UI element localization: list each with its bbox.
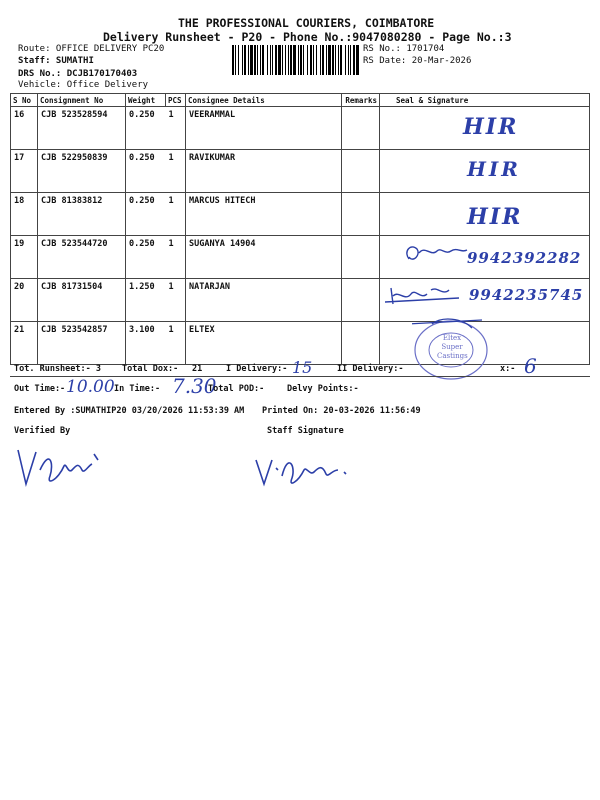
barcode-bar xyxy=(335,45,336,75)
cell-weight: 0.250 xyxy=(126,107,166,150)
cell-consignee: MARCUS HITECH xyxy=(186,193,342,236)
barcode-bar xyxy=(353,45,355,75)
cell-remarks xyxy=(342,107,380,150)
barcode-icon xyxy=(232,45,360,75)
handwritten-phone: 9942235745 xyxy=(469,286,584,304)
runsheet-title: Delivery Runsheet - P20 - Phone No.:9047080280 - Page No.:3 xyxy=(103,30,512,44)
cell-weight: 1.250 xyxy=(126,279,166,322)
total-dox-value: 21 xyxy=(192,364,203,374)
cell-consignment: CJB 81383812 xyxy=(38,193,126,236)
cell-consignee: RAVIKUMAR xyxy=(186,150,342,193)
barcode-bar xyxy=(275,45,277,75)
cell-sno: 20 xyxy=(11,279,38,322)
barcode-bar xyxy=(260,45,261,75)
barcode-bar xyxy=(338,45,339,75)
table-row xyxy=(11,193,590,236)
scribble-signature-icon xyxy=(385,282,465,308)
barcode-bar xyxy=(328,45,331,75)
staff-signature-icon xyxy=(252,446,362,496)
i-delivery-label: I Delivery:- xyxy=(226,364,288,374)
cell-consignment: CJB 523542857 xyxy=(38,322,126,365)
column-header: Consignment No xyxy=(38,94,126,107)
cell-pcs: 1 xyxy=(166,279,186,322)
in-time-value: 7.30 xyxy=(172,374,217,398)
barcode-bar xyxy=(326,45,327,75)
cell-sno: 16 xyxy=(11,107,38,150)
barcode-bar xyxy=(248,45,249,75)
cell-consignment: CJB 523544720 xyxy=(38,236,126,279)
company-stamp xyxy=(412,318,490,382)
column-header: S No xyxy=(11,94,38,107)
runsheet-table xyxy=(10,93,590,365)
barcode-bar xyxy=(303,45,304,75)
cell-pcs: 1 xyxy=(166,107,186,150)
barcode-bar xyxy=(298,45,299,75)
verifier-signature-icon xyxy=(10,440,120,494)
cell-weight: 3.100 xyxy=(126,322,166,365)
barcode-bar xyxy=(235,45,236,75)
signature-area xyxy=(383,239,586,269)
rs-number: RS No.: 1701704 xyxy=(363,44,445,54)
i-delivery-value: 15 xyxy=(292,358,313,377)
barcode-bar xyxy=(350,45,351,75)
stamp-line: Castings xyxy=(437,352,468,360)
rs-date: RS Date: 20-Mar-2026 xyxy=(363,56,472,66)
ii-delivery-suffix: x:- xyxy=(500,364,516,374)
cell-consignee: ELTEX xyxy=(186,322,342,365)
table-header-row xyxy=(11,94,590,107)
cell-pcs: 1 xyxy=(166,322,186,365)
cell-remarks xyxy=(342,279,380,322)
verified-by-label: Verified By xyxy=(14,426,71,436)
cell-pcs: 1 xyxy=(166,236,186,279)
barcode-bar xyxy=(320,45,321,75)
entered-by: Entered By :SUMATHIP20 03/20/2026 11:53:39 AM xyxy=(14,406,245,416)
company-name: THE PROFESSIONAL COURIERS, COIMBATORE xyxy=(178,16,435,30)
cell-signature xyxy=(380,236,590,279)
out-time-label: Out Time:- xyxy=(14,384,66,394)
barcode-bar xyxy=(250,45,253,75)
cell-sno: 21 xyxy=(11,322,38,365)
barcode-bar xyxy=(257,45,258,75)
total-dox-label: Total Dox:- xyxy=(122,364,179,374)
barcode-bar xyxy=(310,45,312,75)
barcode-bar xyxy=(254,45,256,75)
printed-on: Printed On: 20-03-2026 11:56:49 xyxy=(262,406,421,416)
barcode-bar xyxy=(232,45,234,75)
barcode-bar xyxy=(244,45,246,75)
stamp-line: Super xyxy=(441,343,463,351)
cell-pcs: 1 xyxy=(166,193,186,236)
barcode-bar xyxy=(278,45,281,75)
barcode-bar xyxy=(293,45,296,75)
barcode-bar xyxy=(332,45,334,75)
cell-remarks xyxy=(342,193,380,236)
ii-delivery-label: II Delivery:- xyxy=(337,364,404,374)
cell-sno: 19 xyxy=(11,236,38,279)
cell-signature xyxy=(380,150,590,193)
cell-weight: 0.250 xyxy=(126,150,166,193)
cell-sno: 18 xyxy=(11,193,38,236)
column-header: Remarks xyxy=(342,94,380,107)
drs-number: DRS No.: DCJB170170403 xyxy=(18,69,138,79)
barcode-bar xyxy=(242,45,243,75)
barcode-bar xyxy=(238,45,239,75)
table-row xyxy=(11,236,590,279)
cell-remarks xyxy=(342,322,380,365)
stamp-line: Eltex xyxy=(442,334,462,342)
column-header: Weight xyxy=(126,94,166,107)
cell-consignee: NATARJAN xyxy=(186,279,342,322)
cell-consignee: VEERAMMAL xyxy=(186,107,342,150)
staff-label: Staff: SUMATHI xyxy=(18,56,94,66)
cell-consignment: CJB 522950839 xyxy=(38,150,126,193)
barcode-bar xyxy=(313,45,314,75)
cell-signature xyxy=(380,193,590,236)
cell-remarks xyxy=(342,236,380,279)
barcode-bar xyxy=(285,45,286,75)
barcode-bar xyxy=(322,45,324,75)
barcode-bar xyxy=(307,45,308,75)
table-row xyxy=(11,107,590,150)
in-time-label: In Time:- xyxy=(114,384,161,394)
ii-delivery-value: 6 xyxy=(524,354,537,378)
barcode-bar xyxy=(267,45,268,75)
barcode-bar xyxy=(262,45,264,75)
handwritten-signature: HIR xyxy=(467,157,521,181)
cell-signature xyxy=(380,279,590,322)
cell-sno: 17 xyxy=(11,150,38,193)
staff-signature-label: Staff Signature xyxy=(267,426,344,436)
barcode-bar xyxy=(340,45,342,75)
barcode-bar xyxy=(356,45,359,75)
signature-area xyxy=(383,282,586,312)
barcode-bar xyxy=(348,45,349,75)
cell-signature xyxy=(380,107,590,150)
tot-runsheet: Tot. Runsheet:- 3 xyxy=(14,364,101,374)
column-header: PCS xyxy=(166,94,186,107)
barcode-bar xyxy=(282,45,283,75)
handwritten-signature: HIR xyxy=(467,204,523,230)
barcode-bar xyxy=(288,45,289,75)
column-header: Consignee Details xyxy=(186,94,342,107)
cell-weight: 0.250 xyxy=(126,193,166,236)
vehicle-label: Vehicle: Office Delivery xyxy=(18,80,149,90)
cell-weight: 0.250 xyxy=(126,236,166,279)
cell-consignment: CJB 81731504 xyxy=(38,279,126,322)
route-label: Route: OFFICE DELIVERY PC20 xyxy=(18,44,165,54)
barcode-bar xyxy=(300,45,302,75)
barcode-bar xyxy=(290,45,292,75)
column-header: Seal & Signature xyxy=(380,94,590,107)
barcode-bar xyxy=(316,45,317,75)
handwritten-phone: 9942392282 xyxy=(467,249,582,267)
cell-consignee: SUGANYA 14904 xyxy=(186,236,342,279)
barcode-bar xyxy=(345,45,346,75)
table-row xyxy=(11,279,590,322)
cell-remarks xyxy=(342,150,380,193)
total-pod-label: Total POD:- xyxy=(208,384,265,394)
handwritten-signature: HIR xyxy=(463,114,519,140)
out-time-value: 10.00 xyxy=(66,377,115,397)
barcode-bar xyxy=(270,45,271,75)
delvy-points-label: Delvy Points:- xyxy=(287,384,359,394)
cell-pcs: 1 xyxy=(166,150,186,193)
cell-consignment: CJB 523528594 xyxy=(38,107,126,150)
table-row xyxy=(11,150,590,193)
barcode-bar xyxy=(272,45,273,75)
